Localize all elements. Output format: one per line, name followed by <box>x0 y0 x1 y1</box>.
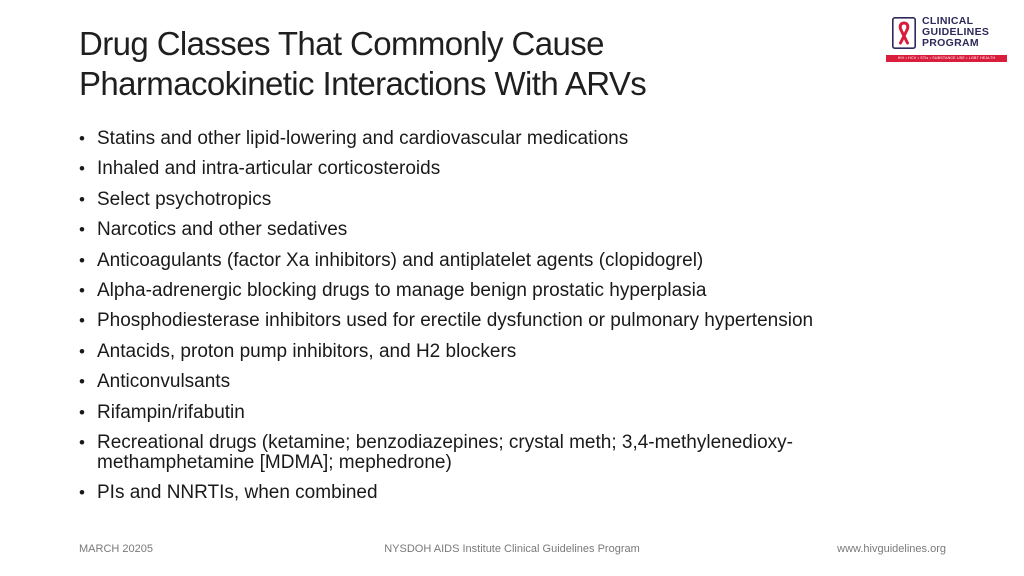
slide-title <box>79 24 859 104</box>
list-item-text: Anticonvulsants <box>97 371 231 393</box>
list-item <box>79 281 979 301</box>
list-item <box>79 190 979 210</box>
bullet-icon: • <box>79 432 85 452</box>
list-item <box>79 483 979 503</box>
list-item-text: PIs and NNRTIs, when combined <box>97 482 378 504</box>
bullet-icon: • <box>79 159 85 179</box>
list-item-text: Anticoagulants (factor Xa inhibitors) and antiplatelet agents (clopidogrel) <box>97 249 704 271</box>
bullet-icon: • <box>79 341 85 361</box>
list-item <box>79 433 907 473</box>
bullet-icon: • <box>79 189 85 209</box>
logo-line-3: PROGRAM <box>922 37 979 49</box>
list-item-text: Recreational drugs (ketamine; benzodiazepines; crystal meth; 3,4-methylenedioxy-methamphetamine [MDMA]; mephedrone) <box>97 431 793 473</box>
list-item-text: Rifampin/rifabutin <box>97 401 245 423</box>
drug-class-list <box>79 129 979 514</box>
list-item <box>79 372 979 392</box>
list-item <box>79 403 979 423</box>
list-item-text: Alpha-adrenergic blocking drugs to manage benign prostatic hyperplasia <box>97 279 707 301</box>
list-item-text: Phosphodiesterase inhibitors used for erectile dysfunction or pulmonary hypertension <box>97 310 814 332</box>
bullet-icon: • <box>79 402 85 422</box>
bullet-icon: • <box>79 372 85 392</box>
list-item-text: Select psychotropics <box>97 188 272 210</box>
list-item-text: Antacids, proton pump inhibitors, and H2 blockers <box>97 340 517 362</box>
logo-line-1: CLINICAL <box>922 15 974 27</box>
slide-title-line-1: Drug Classes That Commonly Cause <box>79 25 604 62</box>
list-item <box>79 251 979 271</box>
footer-url[interactable]: www.hivguidelines.org <box>837 543 946 555</box>
logo-tagline: HIV • HCV • STIs • SUBSTANCE USE • LGBT HEALTH <box>886 55 1007 62</box>
logo-line-2: GUIDELINES <box>922 26 990 38</box>
clinical-guidelines-program-logo <box>886 14 1008 64</box>
red-ribbon-icon <box>892 17 916 49</box>
footer-program: NYSDOH AIDS Institute Clinical Guidelines Program <box>384 543 640 555</box>
footer-date: MARCH 20205 <box>79 543 153 555</box>
bullet-icon: • <box>79 483 85 503</box>
bullet-icon: • <box>79 311 85 331</box>
slide-title-line-2: Pharmacokinetic Interactions With ARVs <box>79 65 647 102</box>
list-item-text: Statins and other lipid-lowering and cardiovascular medications <box>97 128 629 149</box>
list-item <box>79 159 979 179</box>
list-item <box>79 129 979 149</box>
list-item-text: Inhaled and intra-articular corticosteroids <box>97 158 441 180</box>
bullet-icon: • <box>79 129 85 148</box>
list-item-text: Narcotics and other sedatives <box>97 219 348 241</box>
logo-wordmark <box>922 16 989 49</box>
list-item <box>79 311 979 331</box>
list-item <box>79 220 979 240</box>
list-item <box>79 342 979 362</box>
bullet-icon: • <box>79 250 85 270</box>
bullet-icon: • <box>79 220 85 240</box>
bullet-icon: • <box>79 280 85 300</box>
